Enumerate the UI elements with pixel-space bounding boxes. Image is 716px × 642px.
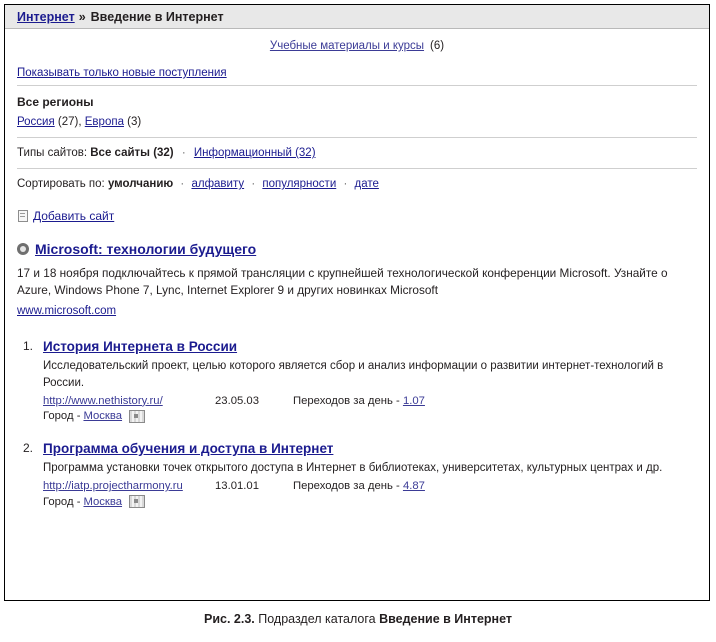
promo-title-row: [17, 241, 697, 265]
result-meta: [43, 395, 697, 410]
promo-description: 17 и 18 ноября подключайтесь к прямой трансляции с крупнейшей технологической конференции Microsoft. Узнайте о Azure, Windows Phone 7, Lync, Internet Explorer 9 и других новинках Microsoft: [17, 266, 668, 298]
map-pin-icon[interactable]: [129, 410, 145, 423]
results-list: [17, 321, 697, 526]
site-type-link-informational[interactable]: Информационный (32): [193, 147, 316, 159]
sort-row: [17, 169, 697, 199]
courses-count: (6): [430, 40, 445, 52]
result-description: Исследовательский проект, целью которого является сбор и анализ информации о развитии интернет-технологий в России.: [43, 360, 664, 389]
sort-option-date[interactable]: дате: [354, 178, 379, 190]
sort-option-default: умолчанию: [107, 178, 174, 190]
sort-divider-3: ·: [343, 178, 348, 190]
sort-divider-1: ·: [180, 178, 185, 190]
result-hits-value[interactable]: 1.07: [402, 394, 425, 407]
list-item: [17, 339, 697, 441]
sort-option-popularity[interactable]: популярности: [262, 178, 337, 190]
site-types-divider: ·: [181, 147, 186, 159]
site-types-row: [17, 138, 697, 168]
figure-caption-text: Подраздел каталога: [258, 612, 376, 626]
result-hits-label: Переходов за день -: [293, 480, 400, 493]
result-date: 23.05.03: [215, 394, 259, 407]
promo-block: [17, 235, 697, 321]
result-hits-value[interactable]: 4.87: [402, 480, 425, 493]
result-body: [43, 339, 697, 423]
figure-caption-bold: Введение в Интернет: [379, 612, 512, 626]
promo-title-link[interactable]: Microsoft: технологии будущего: [35, 241, 257, 257]
figure-number: Рис. 2.3.: [203, 612, 255, 626]
result-meta: [43, 480, 697, 495]
site-types-selected: Все сайты (32): [90, 147, 174, 159]
sort-divider-2: ·: [251, 178, 256, 190]
sort-label: Сортировать по:: [17, 178, 105, 190]
add-site-row[interactable]: [17, 199, 697, 235]
breadcrumb: [5, 5, 709, 29]
result-description: Программа установки точек открытого доступа в Интернет в библиотеках, университетах, культурных центрах и др.: [43, 461, 663, 474]
result-hits: [293, 395, 425, 407]
result-url-wrap: [43, 395, 215, 407]
result-body: [43, 441, 697, 508]
result-url-link[interactable]: http://www.nethistory.ru/: [43, 394, 163, 407]
breadcrumb-current: Введение в Интернет: [90, 9, 224, 24]
region-link-russia[interactable]: Россия: [17, 116, 55, 128]
result-city-row: [43, 495, 697, 508]
result-hits-label: Переходов за день -: [293, 394, 400, 407]
result-title-link[interactable]: История Интернета в России: [43, 339, 238, 355]
result-url-wrap: [43, 480, 215, 492]
courses-row: [17, 29, 697, 58]
result-city-row: [43, 410, 697, 423]
result-city-label: Город -: [43, 495, 81, 508]
result-index: 1.: [22, 339, 33, 354]
map-pin-icon[interactable]: [129, 495, 145, 508]
region-separator: ,: [78, 116, 85, 128]
region-count-europe: (3): [127, 116, 142, 128]
catalog-screenshot-frame: [4, 4, 710, 601]
result-hits: [293, 480, 425, 492]
new-arrivals-link[interactable]: Показывать только новые поступления: [17, 67, 227, 79]
result-title: [43, 441, 697, 460]
new-arrivals-row: [17, 58, 697, 85]
sort-option-alphabet[interactable]: алфавиту: [191, 178, 245, 190]
breadcrumb-separator: »: [78, 9, 86, 24]
result-city-label: Город -: [43, 410, 81, 423]
result-date: 13.01.01: [215, 480, 259, 493]
add-site-link[interactable]: Добавить сайт: [33, 209, 115, 223]
catalog-content: [5, 29, 709, 526]
courses-link[interactable]: Учебные материалы и курсы: [269, 40, 425, 52]
figure-caption: [0, 612, 716, 626]
region-link-europe[interactable]: Европа: [84, 116, 124, 128]
add-document-icon: [17, 210, 28, 222]
regions-title: Все регионы: [17, 95, 94, 109]
regions-block: [17, 86, 697, 137]
region-count-russia: (27): [57, 116, 79, 128]
result-title-link[interactable]: Программа обучения и доступа в Интернет: [43, 440, 334, 456]
ad-marker-icon: [17, 243, 29, 255]
site-types-label: Типы сайтов:: [17, 147, 88, 159]
breadcrumb-link-root[interactable]: Интернет: [17, 9, 75, 24]
regions-list: [17, 116, 697, 128]
result-city-link[interactable]: Москва: [83, 410, 123, 423]
result-index: 2.: [22, 440, 33, 455]
result-city-link[interactable]: Москва: [83, 495, 123, 508]
promo-url-link[interactable]: www.microsoft.com: [17, 305, 117, 318]
result-title: [43, 339, 697, 358]
promo-url-row: [17, 299, 697, 317]
result-url-link[interactable]: http://iatp.projectharmony.ru: [43, 480, 183, 493]
list-item: [17, 441, 697, 526]
